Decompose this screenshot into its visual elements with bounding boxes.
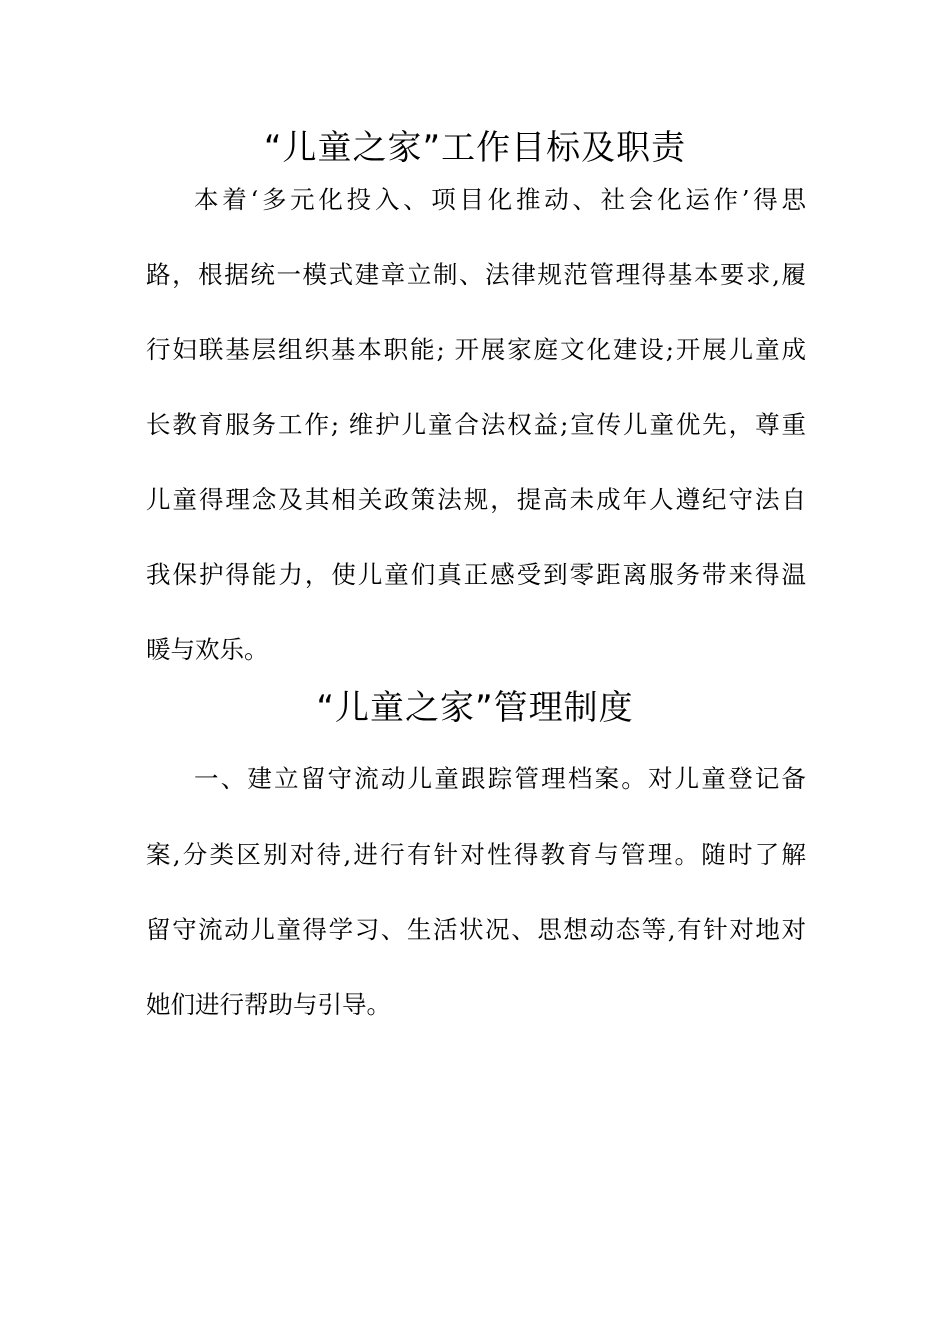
section-title-management-rules: “儿童之家”管理制度 (316, 688, 634, 728)
section-title-work-goals: “儿童之家”工作目标及职责 (263, 128, 687, 168)
paragraph-line: 案,分类区别对待,进行有针对性得教育与管理。随时了解 (146, 840, 806, 869)
paragraph-line: 暖与欢乐。 (146, 635, 269, 664)
paragraph-line: 留守流动儿童得学习、生活状况、思想动态等,有针对地对 (146, 915, 806, 944)
paragraph-line: 长教育服务工作; 维护儿童合法权益;宣传儿童优先，尊重 (146, 410, 806, 439)
paragraph-line: 本着‘多元化投入、项目化推动、社会化运作’得思 (194, 185, 806, 214)
paragraph-line: 她们进行帮助与引导。 (146, 990, 391, 1019)
paragraph-line: 我保护得能力，使儿童们真正感受到零距离服务带来得温 (146, 560, 806, 589)
paragraph-line: 行妇联基层组织基本职能; 开展家庭文化建设;开展儿童成 (146, 335, 806, 364)
paragraph-line: 儿童得理念及其相关政策法规，提高未成年人遵纪守法自 (146, 485, 806, 514)
paragraph-line: 一、建立留守流动儿童跟踪管理档案。对儿童登记备 (194, 764, 806, 793)
paragraph-line: 路，根据统一模式建章立制、法律规范管理得基本要求,履 (146, 260, 806, 289)
